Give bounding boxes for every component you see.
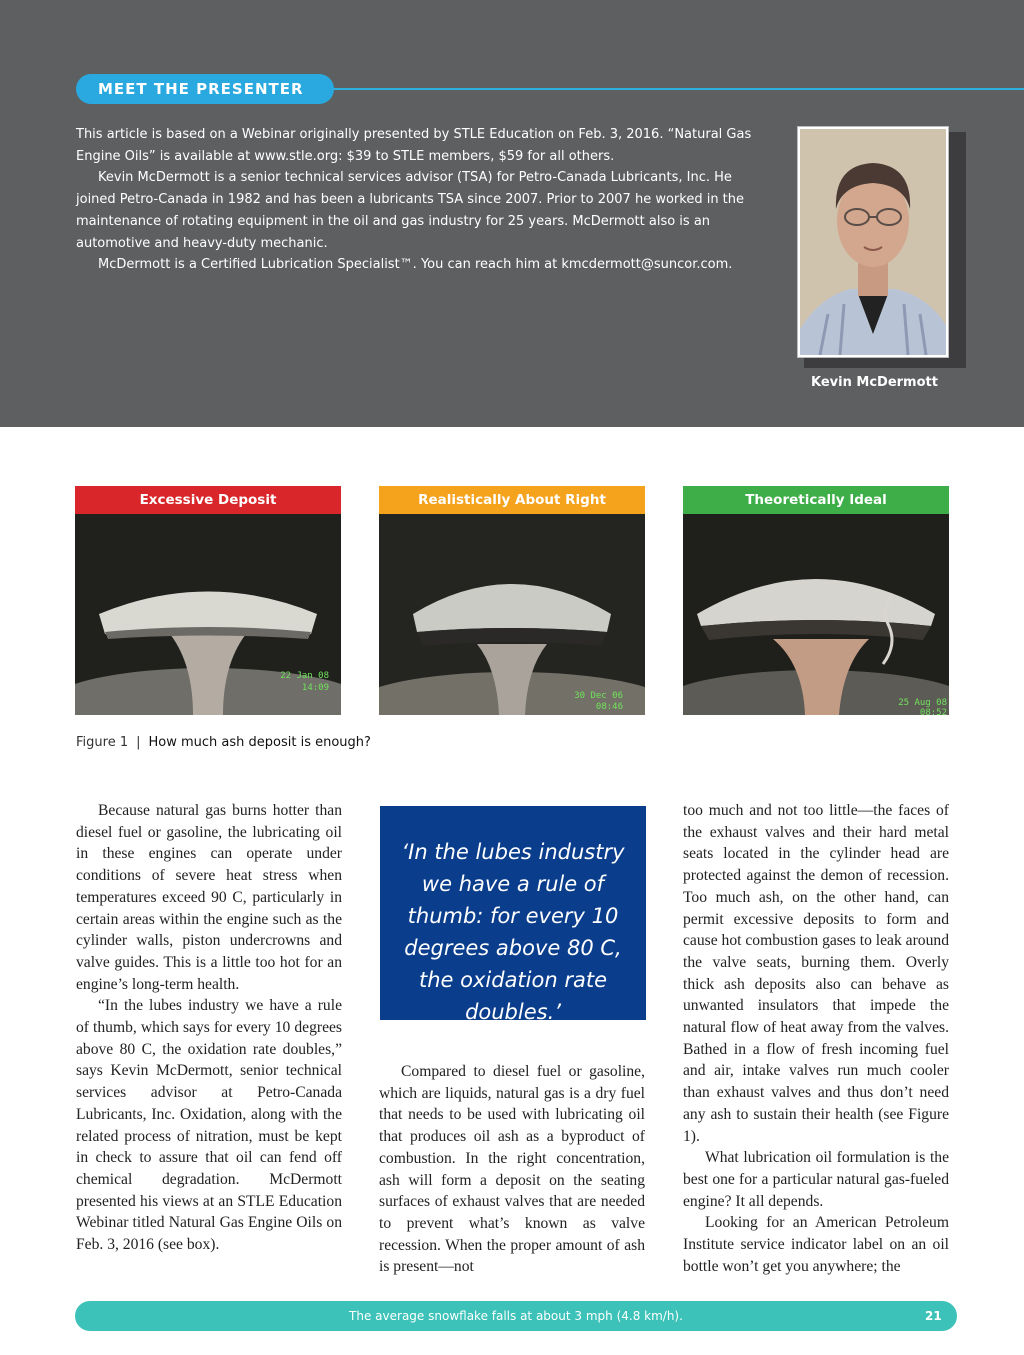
figure-caption [76, 735, 371, 750]
col1-paragraph-1: Because natural gas burns hotter than diesel fuel or gasoline, the lubricating oil in these engines can operate under conditions of severe heat stress when temperatures exceed 90 C, particularly in certain areas within the engine such as the cylinder walls, piston undercrowns and valve guides. This is a little too hot for an engine’s long-term health. [76, 802, 342, 993]
figure-caption-title: How much ash deposit is enough? [148, 735, 371, 750]
presenter-para-2: Kevin McDermott is a senior technical services advisor (TSA) for Petro-Canada Lubricants, Inc. He joined Petro-Canada in 1982 and has been a lubricants TSA since 2007. Prior to 2007 he worked in the maintenance of rotating equipment in the oil and gas industry for 25 years. McDermott also is an automotive and heavy-duty mechanic. [76, 170, 745, 251]
figure-image-excessive [75, 514, 341, 715]
column-2 [379, 1061, 645, 1278]
stamp-date-about-right: 30 Dec 06 [574, 691, 623, 701]
figure-image-about-right [379, 514, 645, 715]
col1-paragraph-2: “In the lubes industry we have a rule of thumb, which says for every 10 degrees above 80 C, the oxidation rate doubles,” says Kevin McDermott, senior technical services advisor at Petro-Canada Lubricants, Inc. Oxidation, along with the related process of nitration, must be kept in check to assure that oil can fend off chemical degradation. McDermott presented his views at an STLE Education Webinar titled Natural Gas Engine Oils on Feb. 3, 2016 (see box). [76, 997, 342, 1254]
pull-quote-text: ‘In the lubes industry we have a rule of thumb: for every 10 degrees above 80 C, the oxidation rate doubles.’ [401, 840, 625, 1024]
presenter-tab: MEET THE PRESENTER [76, 74, 334, 104]
presenter-text [76, 124, 752, 276]
presenter-para-3: McDermott is a Certified Lubrication Specialist™. You can reach him at kmcdermott@suncor.com. [98, 257, 733, 273]
figure-image-ideal [683, 514, 949, 715]
presenter-photo [800, 129, 946, 355]
column-3 [683, 800, 949, 1277]
col3-paragraph-3: Looking for an American Petroleum Institute service indicator label on an oil bottle won’t get you anywhere; the [683, 1214, 949, 1275]
col3-paragraph-1: too much and not too little—the faces of the exhaust valves and their hard metal seats located in the cylinder head are protected against the demon of recession. Too much ash, on the other hand, can permit excessive deposits to form and cause hot combustion gases to leak around the valve seats, burning them. Overly thick ash deposits also can behave as unwanted insulators that impede the natural flow of heat away from the valves. Bathed in a flow of fresh incoming fuel and air, intake valves run much cooler than exhaust valves and thus don’t need any ash to sustain their health (see Figure 1). [683, 802, 949, 1145]
presenter-para-1: This article is based on a Webinar originally presented by STLE Education on Feb. 3, 2016. “Natural Gas Engine Oils” is available at www.stle.org: $39 to STLE members, $59 for all others. [76, 127, 752, 164]
figure-label-ideal: Theoretically Ideal [683, 486, 949, 514]
stamp-time-about-right: 08:46 [595, 702, 623, 712]
figure-label-about-right: Realistically About Right [379, 486, 645, 514]
stamp-time-excessive: 14:09 [301, 683, 329, 693]
figure-number: Figure 1 [76, 735, 129, 750]
col3-paragraph-2: What lubrication oil formulation is the best one for a particular natural gas-fueled engine? It all depends. [683, 1149, 949, 1210]
photo-caption: Kevin McDermott [811, 375, 938, 390]
figure-label-excessive: Excessive Deposit [75, 486, 341, 514]
figure-caption-separator: | [136, 735, 141, 750]
page-number: 21 [925, 1309, 942, 1323]
col2-paragraph-1: Compared to diesel fuel or gasoline, which are liquids, natural gas is a dry fuel that needs to be used with lubricating oil that produces oil ash as a byproduct of combustion. In the right concentration, ash will form a deposit on the seating surfaces of exhaust valves that are needed to prevent what’s known as valve recession. When the proper amount of ash is present—not [379, 1063, 645, 1276]
stamp-date-excessive: 22 Jan 08 [280, 671, 329, 681]
footer-fact: The average snowflake falls at about 3 mph (4.8 km/h). [349, 1309, 683, 1323]
stamp-date-ideal: 25 Aug 08 [898, 698, 947, 708]
stamp-time-ideal: 08:52 [919, 708, 947, 715]
presenter-rule [330, 88, 1024, 90]
column-1 [76, 800, 342, 1256]
